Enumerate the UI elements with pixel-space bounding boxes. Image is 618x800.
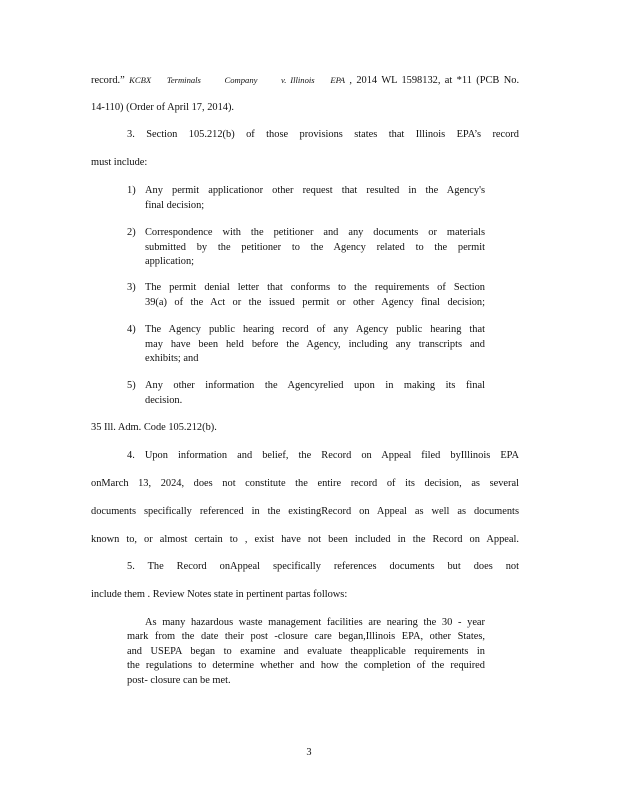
citation: 35 Ill. Adm. Code 105.212(b). bbox=[91, 422, 217, 433]
para4-line-4: known to, or almost certain to , exist have not been included in the Record on Appeal. bbox=[91, 534, 519, 545]
para5-line-2: include them . Review Notes state in pertinent partas follows: bbox=[91, 589, 348, 600]
para4-line-3: documents specifically referenced in the existingRecord on Appeal as well as documents bbox=[91, 506, 519, 517]
para5-line-1: 5. The Record onAppeal specifically references documents but does not bbox=[127, 561, 519, 572]
block-quote: As many hazardous waste management facilities are nearing the 30 - year mark from the date their post -closure care began,Illinois EPA, other States, and USEPA began to examine and evaluate theapplicable requirements in the regulations to determine whether and how the completion of the required post- closure can be met. bbox=[127, 617, 485, 686]
list-number: 3) bbox=[127, 282, 136, 293]
para3-line-2: must include: bbox=[91, 157, 148, 168]
para3-line-1: 3. Section 105.212(b) of those provisions states that Illinois EPA’s record bbox=[127, 129, 519, 140]
para4-line-2: onMarch 13, 2024, does not constitute the entire record of its decision, as several bbox=[91, 478, 519, 489]
para4-line-1: 4. Upon information and belief, the Record on Appeal filed byIllinois EPA bbox=[127, 450, 519, 461]
list-number: 4) bbox=[127, 324, 136, 335]
document-page: record.” KCBX Terminals Company v. Illinois EPA , 2014 WL 1598132, at *11 (PCB No. 14-110) (Order of April 17, 2014). 3. Section 105.212(b) of those provisions states that Illinois EPA’s record must include: 1) Any permit applicationor other request that resulted in the Agency's final decision; 2) Correspondence with the petitioner and any documents or materials submitted by the petitioner to the Agency related to the permit application; 3) The permit denial letter that conforms to the requirements of Section 39(a) of the Act or the issued permit or other Agency final decision; 4) The Agency public hearing record of any Agency public hearing that may have been held before the Agency, including any transcripts and exhibits; and 5) Any other information the Agencyrelied upon in making its final decision. 35 Ill. Adm. Code 105.212(b). 4. Upon information and belief, the Record on Appeal filed byIllinois EPA onMarch 13, 2024, does not constitute the entire record of its decision, as several documents specifically referenced in the existingRecord on Appeal as well as documents known to, or almost certain to , exist have not been included in the Record on Appeal. 5. The Record onAppeal specifically references documents but does not include them . Review Notes state in pertinent partas follows: As many hazardous waste management facilities are nearing the 30 - year mark from the date their post -closure care began,Illinois EPA, other States, and USEPA began to examine and evaluate theapplicable requirements in the regulations to determine whether and how the completion of the required post- closure can be met. 3 bbox=[0, 0, 618, 800]
list-number: 5) bbox=[127, 380, 136, 391]
intro-line-1: record.” KCBX Terminals Company v. Illinois EPA , 2014 WL 1598132, at *11 (PCB No. bbox=[91, 75, 520, 86]
case-name: KCBX Terminals Company v. Illinois EPA bbox=[129, 75, 345, 85]
page-number: 3 bbox=[306, 747, 312, 758]
list-number: 1) bbox=[127, 185, 136, 196]
list-number: 2) bbox=[127, 227, 136, 238]
intro-line-2: 14-110) (Order of April 17, 2014). bbox=[91, 102, 235, 113]
